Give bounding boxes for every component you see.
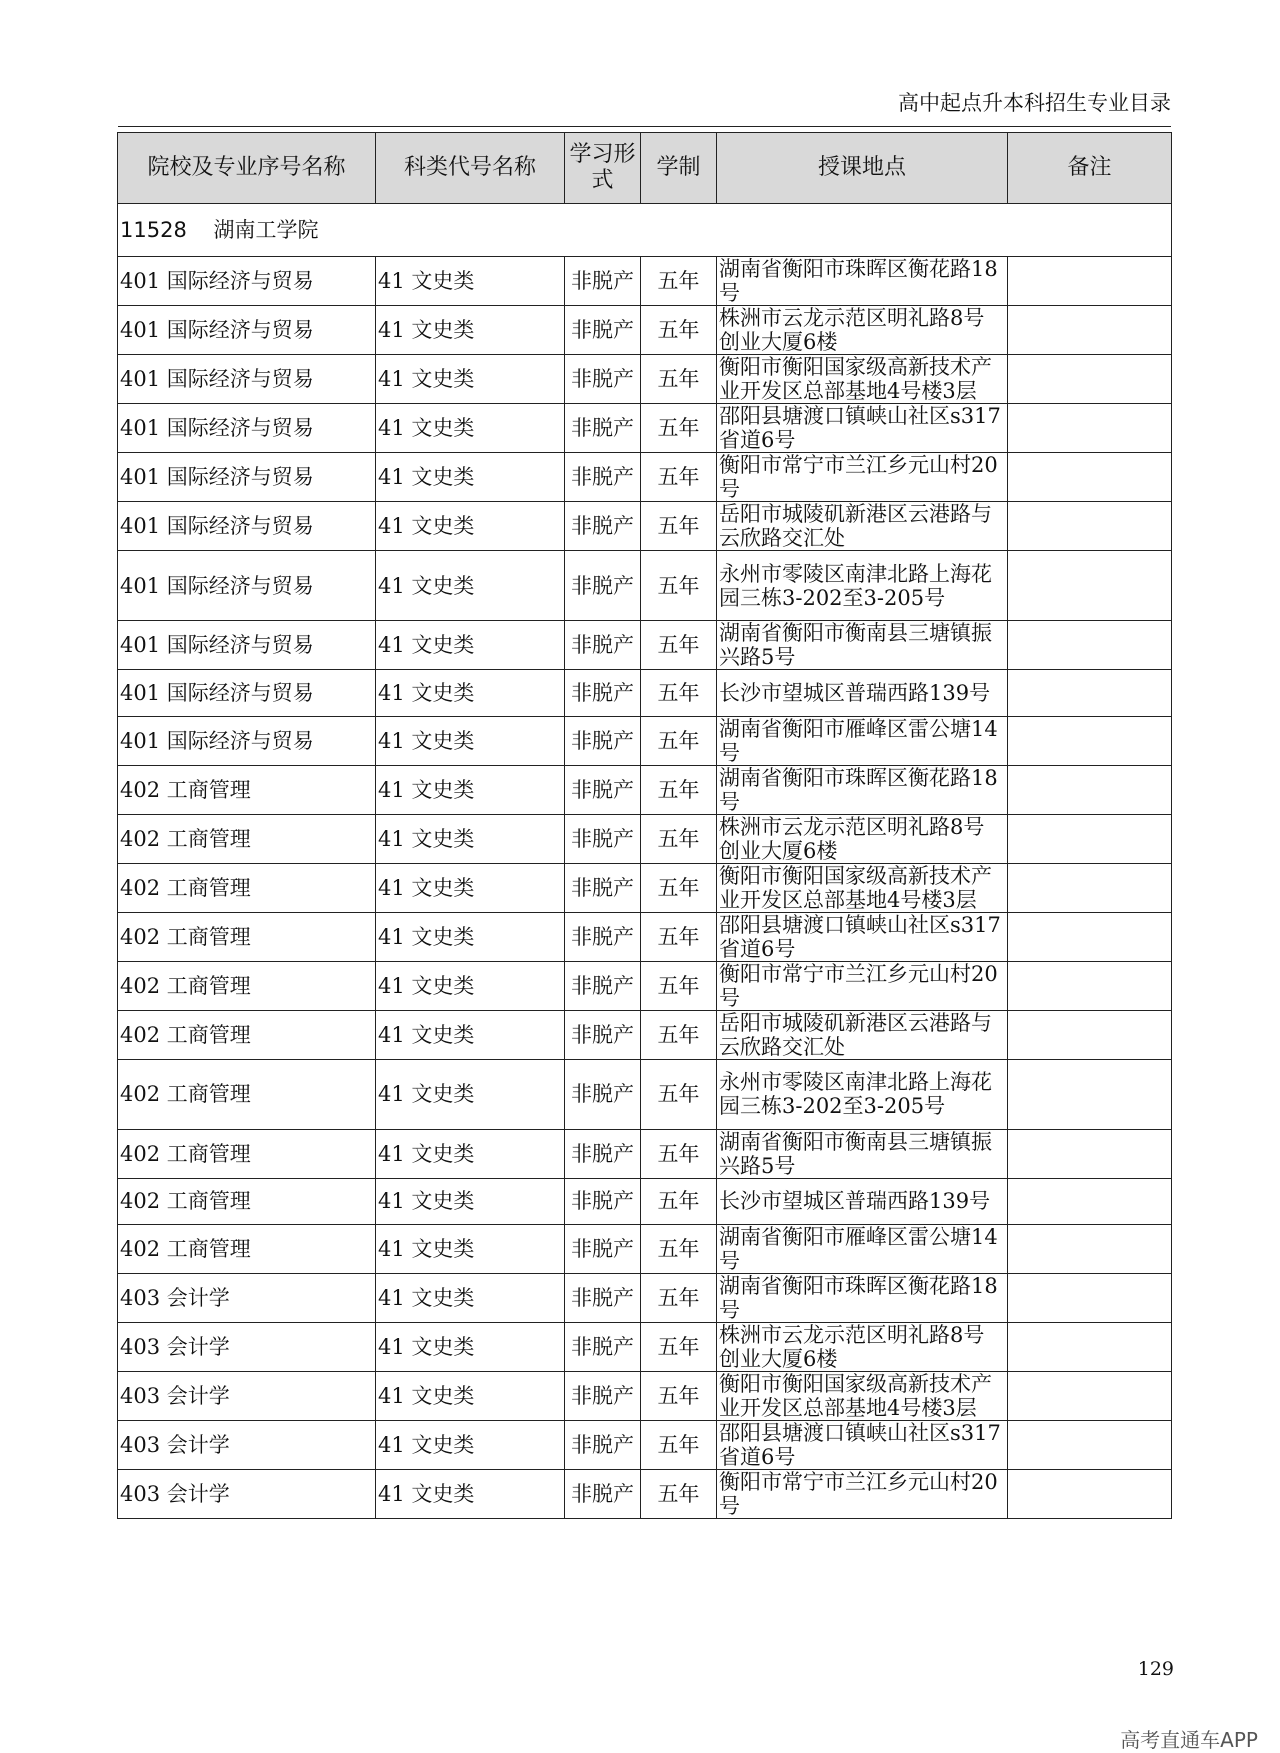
- category-cell: 41 文史类: [376, 1059, 565, 1129]
- location-cell: 株洲市云龙示范区明礼路8号创业大厦6楼: [717, 1323, 1008, 1372]
- table-row: [118, 1470, 1172, 1519]
- study-form-cell: 非脱产: [565, 1129, 641, 1178]
- duration-cell: 五年: [641, 716, 717, 765]
- category-cell: 41 文史类: [376, 765, 565, 814]
- major-cell: 403 会计学: [118, 1372, 376, 1421]
- table-row: [118, 1323, 1172, 1372]
- major-cell: 401 国际经济与贸易: [118, 306, 376, 355]
- school-row: [118, 204, 1172, 257]
- note-cell: [1008, 1274, 1172, 1323]
- col-header-major: 院校及专业序号名称: [118, 133, 376, 204]
- category-cell: 41 文史类: [376, 1470, 565, 1519]
- location-cell: 湖南省衡阳市雁峰区雷公塘14号: [717, 716, 1008, 765]
- location-cell: 湖南省衡阳市衡南县三塘镇振兴路5号: [717, 1129, 1008, 1178]
- duration-cell: 五年: [641, 1129, 717, 1178]
- table-row: [118, 716, 1172, 765]
- catalog-table: [117, 132, 1172, 1519]
- location-cell: 衡阳市衡阳国家级高新技术产业开发区总部基地4号楼3层: [717, 355, 1008, 404]
- major-cell: 402 工商管理: [118, 814, 376, 863]
- location-cell: 湖南省衡阳市珠晖区衡花路18号: [717, 257, 1008, 306]
- note-cell: [1008, 961, 1172, 1010]
- duration-cell: 五年: [641, 863, 717, 912]
- school-code: 11528: [120, 218, 187, 242]
- study-form-cell: 非脱产: [565, 1059, 641, 1129]
- major-cell: 403 会计学: [118, 1323, 376, 1372]
- study-form-cell: 非脱产: [565, 404, 641, 453]
- category-cell: 41 文史类: [376, 453, 565, 502]
- duration-cell: 五年: [641, 814, 717, 863]
- major-cell: 403 会计学: [118, 1470, 376, 1519]
- location-cell: 永州市零陵区南津北路上海花园三栋3-202至3-205号: [717, 1059, 1008, 1129]
- study-form-cell: 非脱产: [565, 863, 641, 912]
- table-row: [118, 1225, 1172, 1274]
- duration-cell: 五年: [641, 1372, 717, 1421]
- location-cell: 长沙市望城区普瑞西路139号: [717, 670, 1008, 717]
- category-cell: 41 文史类: [376, 912, 565, 961]
- study-form-cell: 非脱产: [565, 257, 641, 306]
- table-row: [118, 1274, 1172, 1323]
- table-row: [118, 551, 1172, 621]
- note-cell: [1008, 1372, 1172, 1421]
- duration-cell: 五年: [641, 765, 717, 814]
- major-cell: 402 工商管理: [118, 765, 376, 814]
- table-row: [118, 1129, 1172, 1178]
- table-row: [118, 814, 1172, 863]
- page-number: 129: [1137, 1658, 1174, 1680]
- col-header-category: 科类代号名称: [376, 133, 565, 204]
- location-cell: 衡阳市常宁市兰江乡元山村20号: [717, 453, 1008, 502]
- study-form-cell: 非脱产: [565, 1372, 641, 1421]
- location-cell: 永州市零陵区南津北路上海花园三栋3-202至3-205号: [717, 551, 1008, 621]
- col-header-note: 备注: [1008, 133, 1172, 204]
- category-cell: 41 文史类: [376, 1421, 565, 1470]
- duration-cell: 五年: [641, 1274, 717, 1323]
- table-row: [118, 765, 1172, 814]
- location-cell: 邵阳县塘渡口镇峡山社区s317省道6号: [717, 404, 1008, 453]
- study-form-cell: 非脱产: [565, 716, 641, 765]
- category-cell: 41 文史类: [376, 1274, 565, 1323]
- category-cell: 41 文史类: [376, 502, 565, 551]
- location-cell: 衡阳市衡阳国家级高新技术产业开发区总部基地4号楼3层: [717, 863, 1008, 912]
- study-form-cell: 非脱产: [565, 551, 641, 621]
- note-cell: [1008, 1225, 1172, 1274]
- category-cell: 41 文史类: [376, 1372, 565, 1421]
- duration-cell: 五年: [641, 1010, 717, 1059]
- duration-cell: 五年: [641, 1470, 717, 1519]
- category-cell: 41 文史类: [376, 1129, 565, 1178]
- study-form-cell: 非脱产: [565, 1178, 641, 1225]
- study-form-cell: 非脱产: [565, 912, 641, 961]
- major-cell: 402 工商管理: [118, 1059, 376, 1129]
- location-cell: 长沙市望城区普瑞西路139号: [717, 1178, 1008, 1225]
- duration-cell: 五年: [641, 912, 717, 961]
- location-cell: 岳阳市城陵矶新港区云港路与云欣路交汇处: [717, 502, 1008, 551]
- category-cell: 41 文史类: [376, 621, 565, 670]
- location-cell: 衡阳市衡阳国家级高新技术产业开发区总部基地4号楼3层: [717, 1372, 1008, 1421]
- table-row: [118, 670, 1172, 717]
- school-cell: [118, 204, 1172, 257]
- category-cell: 41 文史类: [376, 863, 565, 912]
- category-cell: 41 文史类: [376, 814, 565, 863]
- table-header-row: [118, 133, 1172, 204]
- study-form-cell: 非脱产: [565, 502, 641, 551]
- major-cell: 401 国际经济与贸易: [118, 355, 376, 404]
- table-row: [118, 912, 1172, 961]
- note-cell: [1008, 863, 1172, 912]
- category-cell: 41 文史类: [376, 404, 565, 453]
- duration-cell: 五年: [641, 1225, 717, 1274]
- page-header: [118, 88, 1171, 127]
- table-row: [118, 961, 1172, 1010]
- col-header-study-form: 学习形式: [565, 133, 641, 204]
- study-form-cell: 非脱产: [565, 1323, 641, 1372]
- location-cell: 邵阳县塘渡口镇峡山社区s317省道6号: [717, 1421, 1008, 1470]
- category-cell: 41 文史类: [376, 355, 565, 404]
- table-row: [118, 453, 1172, 502]
- major-cell: 401 国际经济与贸易: [118, 551, 376, 621]
- duration-cell: 五年: [641, 621, 717, 670]
- watermark: 高考直通车APP: [1120, 1728, 1258, 1752]
- major-cell: 402 工商管理: [118, 912, 376, 961]
- duration-cell: 五年: [641, 1178, 717, 1225]
- note-cell: [1008, 1178, 1172, 1225]
- location-cell: 岳阳市城陵矶新港区云港路与云欣路交汇处: [717, 1010, 1008, 1059]
- major-cell: 401 国际经济与贸易: [118, 257, 376, 306]
- note-cell: [1008, 765, 1172, 814]
- major-cell: 401 国际经济与贸易: [118, 670, 376, 717]
- category-cell: 41 文史类: [376, 551, 565, 621]
- category-cell: 41 文史类: [376, 1010, 565, 1059]
- location-cell: 湖南省衡阳市雁峰区雷公塘14号: [717, 1225, 1008, 1274]
- location-cell: 湖南省衡阳市衡南县三塘镇振兴路5号: [717, 621, 1008, 670]
- study-form-cell: 非脱产: [565, 1274, 641, 1323]
- note-cell: [1008, 1323, 1172, 1372]
- note-cell: [1008, 1059, 1172, 1129]
- major-cell: 401 国际经济与贸易: [118, 716, 376, 765]
- study-form-cell: 非脱产: [565, 1421, 641, 1470]
- note-cell: [1008, 257, 1172, 306]
- study-form-cell: 非脱产: [565, 621, 641, 670]
- note-cell: [1008, 814, 1172, 863]
- category-cell: 41 文史类: [376, 670, 565, 717]
- catalog-title: 高中起点升本科招生专业目录: [898, 91, 1171, 115]
- location-cell: 衡阳市常宁市兰江乡元山村20号: [717, 961, 1008, 1010]
- major-cell: 401 国际经济与贸易: [118, 404, 376, 453]
- note-cell: [1008, 502, 1172, 551]
- note-cell: [1008, 912, 1172, 961]
- duration-cell: 五年: [641, 502, 717, 551]
- major-cell: 401 国际经济与贸易: [118, 453, 376, 502]
- table-row: [118, 1372, 1172, 1421]
- study-form-cell: 非脱产: [565, 306, 641, 355]
- major-cell: 402 工商管理: [118, 1010, 376, 1059]
- table-row: [118, 355, 1172, 404]
- location-cell: 衡阳市常宁市兰江乡元山村20号: [717, 1470, 1008, 1519]
- major-cell: 402 工商管理: [118, 1129, 376, 1178]
- table-row: [118, 306, 1172, 355]
- major-cell: 402 工商管理: [118, 863, 376, 912]
- duration-cell: 五年: [641, 670, 717, 717]
- study-form-cell: 非脱产: [565, 1010, 641, 1059]
- location-cell: 株洲市云龙示范区明礼路8号创业大厦6楼: [717, 306, 1008, 355]
- major-cell: 402 工商管理: [118, 961, 376, 1010]
- duration-cell: 五年: [641, 453, 717, 502]
- note-cell: [1008, 551, 1172, 621]
- school-name: 湖南工学院: [213, 218, 319, 242]
- note-cell: [1008, 453, 1172, 502]
- note-cell: [1008, 355, 1172, 404]
- table-row: [118, 863, 1172, 912]
- category-cell: 41 文史类: [376, 1225, 565, 1274]
- note-cell: [1008, 621, 1172, 670]
- duration-cell: 五年: [641, 1059, 717, 1129]
- note-cell: [1008, 1470, 1172, 1519]
- category-cell: 41 文史类: [376, 257, 565, 306]
- note-cell: [1008, 404, 1172, 453]
- category-cell: 41 文史类: [376, 716, 565, 765]
- table-row: [118, 257, 1172, 306]
- major-cell: 403 会计学: [118, 1421, 376, 1470]
- table-row: [118, 1010, 1172, 1059]
- table-row: [118, 1421, 1172, 1470]
- study-form-cell: 非脱产: [565, 765, 641, 814]
- duration-cell: 五年: [641, 551, 717, 621]
- study-form-cell: 非脱产: [565, 355, 641, 404]
- category-cell: 41 文史类: [376, 961, 565, 1010]
- study-form-cell: 非脱产: [565, 1470, 641, 1519]
- table-row: [118, 404, 1172, 453]
- duration-cell: 五年: [641, 355, 717, 404]
- study-form-cell: 非脱产: [565, 961, 641, 1010]
- note-cell: [1008, 1129, 1172, 1178]
- category-cell: 41 文史类: [376, 1178, 565, 1225]
- location-cell: 株洲市云龙示范区明礼路8号创业大厦6楼: [717, 814, 1008, 863]
- study-form-cell: 非脱产: [565, 1225, 641, 1274]
- note-cell: [1008, 1010, 1172, 1059]
- study-form-cell: 非脱产: [565, 453, 641, 502]
- major-cell: 402 工商管理: [118, 1225, 376, 1274]
- note-cell: [1008, 716, 1172, 765]
- col-header-location: 授课地点: [717, 133, 1008, 204]
- location-cell: 湖南省衡阳市珠晖区衡花路18号: [717, 1274, 1008, 1323]
- major-cell: 401 国际经济与贸易: [118, 621, 376, 670]
- table-row: [118, 502, 1172, 551]
- major-cell: 402 工商管理: [118, 1178, 376, 1225]
- table-row: [118, 1059, 1172, 1129]
- duration-cell: 五年: [641, 404, 717, 453]
- duration-cell: 五年: [641, 1323, 717, 1372]
- major-cell: 403 会计学: [118, 1274, 376, 1323]
- category-cell: 41 文史类: [376, 1323, 565, 1372]
- note-cell: [1008, 670, 1172, 717]
- location-cell: 湖南省衡阳市珠晖区衡花路18号: [717, 765, 1008, 814]
- major-cell: 401 国际经济与贸易: [118, 502, 376, 551]
- study-form-cell: 非脱产: [565, 814, 641, 863]
- location-cell: 邵阳县塘渡口镇峡山社区s317省道6号: [717, 912, 1008, 961]
- table-row: [118, 621, 1172, 670]
- note-cell: [1008, 306, 1172, 355]
- duration-cell: 五年: [641, 257, 717, 306]
- category-cell: 41 文史类: [376, 306, 565, 355]
- duration-cell: 五年: [641, 306, 717, 355]
- table-row: [118, 1178, 1172, 1225]
- duration-cell: 五年: [641, 1421, 717, 1470]
- note-cell: [1008, 1421, 1172, 1470]
- duration-cell: 五年: [641, 961, 717, 1010]
- study-form-cell: 非脱产: [565, 670, 641, 717]
- col-header-duration: 学制: [641, 133, 717, 204]
